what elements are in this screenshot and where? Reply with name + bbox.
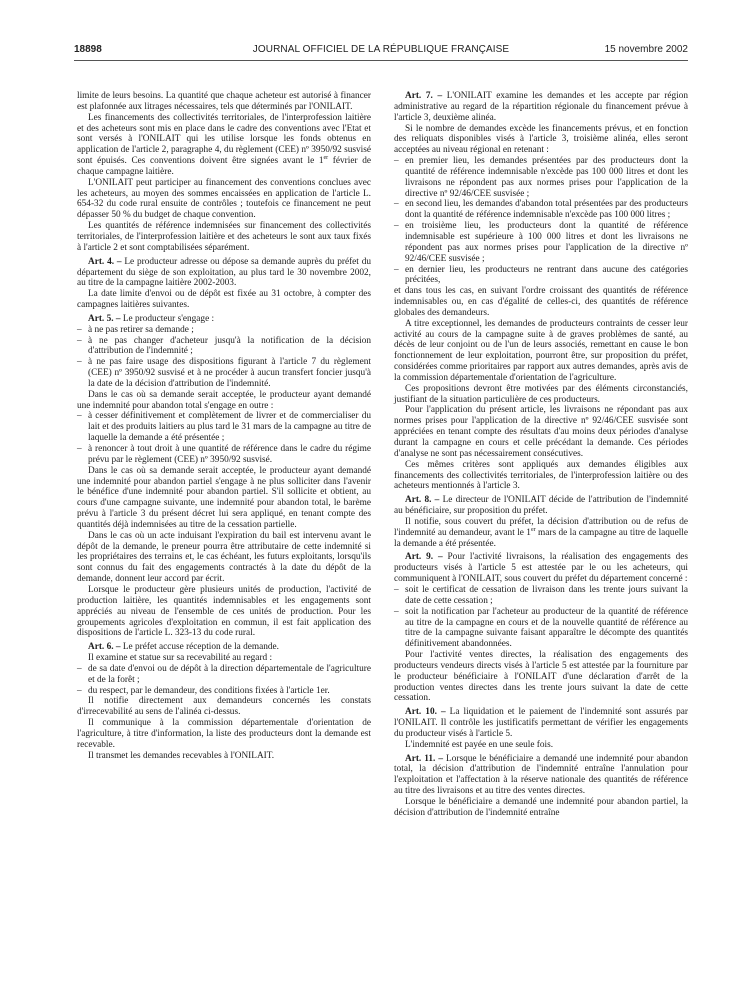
list-item: – à ne pas faire usage des dispositions figurant à l'article 7 du règlement (CEE) nº 3950/92 susvisé et à ne procéder à aucun transfert foncier jusqu'à la date de la décision d'attribution de l'indemnité. [77, 357, 371, 390]
paragraph: Pour l'activité ventes directes, la réalisation des engagements des producteurs vendeurs directs visés à l'article 5 est attestée par la fourniture par le producteur bénéficiaire à l'ONILAIT d'une déclaration d'arrêt de la production ventes directes dans les trente jours suivant la date de cette cessation. [394, 650, 688, 704]
dash-list [77, 325, 371, 390]
paragraph: Dans le cas où un acte induisant l'expiration du bail est intervenu avant le dépôt de la demande, le preneur pourra être attributaire de cette indemnité si les propriétaires des terrains et, le cas échéant, les futurs exploitants, lorsqu'ils sont connus du fait des engagements contractés à la date du dépôt de la demande, donnent leur accord par écrit. [77, 530, 371, 585]
dash-list [394, 585, 688, 650]
list-item: – à cesser définitivement et complètement de livrer et de commercialiser du lait et des produits laitiers au plus tard le 31 mars de la campagne au titre de laquelle la demande a été présentée ; [77, 411, 371, 444]
paragraph: Il notifie directement aux demandeurs concernés les constats d'irrecevabilité au sens de l'alinéa ci-dessus. [77, 696, 371, 718]
paragraph: et dans tous les cas, en suivant l'ordre croissant des quantités de référence indemnisables ou, en cas d'égalité de celles-ci, des quantités de référence globales des demandeurs. [394, 286, 688, 318]
page-header [74, 44, 688, 58]
article-label: Art. 5. – [88, 313, 121, 324]
article-11: Art. 11. – Lorsque le bénéficiaire a demandé une indemnité pour abandon total, la décision d'attribution de l'indemnité entraîne l'annulation pour l'exploitation et l'affectation à la réserve nationale des quantités de référence au titre des livraisons et au titre des ventes directes. [394, 753, 688, 797]
dash-list [77, 411, 371, 465]
paragraph: Lorsque le bénéficiaire a demandé une indemnité pour abandon partiel, la décision d'attribution de l'indemnité entraîne [394, 797, 688, 818]
article-label: Art. 11. – [405, 753, 444, 764]
article-7: Art. 7. – L'ONILAIT examine les demandes et les accepte par région administrative au regard de la répartition régionale du financement prévue à l'article 3, deuxième alinéa. [394, 91, 689, 123]
paragraph: A titre exceptionnel, les demandes de producteurs contraints de cesser leur activité au cours de la campagne suite à de graves problèmes de santé, au décès de leur conjoint ou de l'un de leurs associés, remettant en cause le bon fonctionnement de leur exploitation, pourront être, sur proposition du préfet, considérées comme prioritaires par rapport aux autres demandes, après avis de la commission départementale d'orientation de l'agriculture. [394, 318, 688, 383]
list-item: – à ne pas retirer sa demande ; [77, 325, 371, 336]
list-item: – de sa date d'envoi ou de dépôt à la direction départementale de l'agriculture et de la forêt ; [77, 664, 371, 686]
article-8: Art. 8. – Le directeur de l'ONILAIT décide de l'attribution de l'indemnité au bénéficiaire, sur proposition du préfet. [394, 495, 688, 517]
paragraph: La date limite d'envoi ou de dépôt est fixée au 31 octobre, à compter des campagnes laitières suivantes. [77, 289, 371, 311]
article-6: Art. 6. – Le préfet accuse réception de la demande. [88, 642, 280, 653]
list-item: – en troisième lieu, les producteurs dont la quantité de référence indemnisable est supérieure à 100 000 litres et dont les livraisons ne répondent pas aux normes prises pour l'application de la directive nº 92/46/CEE susvisée ; [394, 221, 688, 264]
list-item: – en second lieu, les demandes d'abandon total présentées par des producteurs dont la quantité de référence indemnisable n'excède pas 100 000 litres ; [394, 199, 688, 221]
list-item: – à ne pas changer d'acheteur jusqu'à la notification de la décision d'attribution de l'indemnité ; [77, 336, 371, 358]
paragraph: Lorsque le producteur gère plusieurs unités de production, l'activité de production laitière, les quantités indemnisables et les engagements sont appréciés au niveau de l'ensemble de ces unités de production. Pour les groupements agricoles d'exploitation en commun, il est fait application des dispositions de l'article L. 323-13 du code rural. [77, 584, 371, 639]
list-item: – en premier lieu, les demandes présentées par des producteurs dont la quantité de référence indemnisable n'excède pas 100 000 litres et dont les livraisons ne répondent pas aux normes prises pour l'application de la directive nº 92/46/CEE susvisée ; [394, 156, 688, 199]
paragraph: Dans le cas où sa demande serait acceptée, le producteur ayant demandé une indemnité pour abandon partiel s'engage à ne plus solliciter dans l'avenir le bénéfice d'une indemnité pour abandon partiel. S'il sollicite et obtient, au cours d'une campagne suivante, une indemnité pour abandon total, le barème prévu à l'article 3 du présent décret lui sera appliqué, en tenant compte des quantités déjà indemnisées au titre de la cessation partielle. [77, 465, 371, 530]
paragraph: Pour l'application du présent article, les livraisons ne répondant pas aux normes prises pour l'application de la directive nº 92/46/CEE susvisée sont appréciées en tenant compte des résultats d'au moins deux périodes d'analyse durant la campagne en cours et celle précédant la demande. Ces périodes d'analyse ne sont pas nécessairement consécutives. [394, 405, 688, 459]
dash-list [394, 156, 688, 286]
article-label: Art. 10. – [405, 707, 446, 718]
list-item: – en dernier lieu, les producteurs ne rentrant dans aucune des catégories précitées, [394, 265, 688, 287]
paragraph: Il notifie, sous couvert du préfet, la décision d'attribution ou de refus de l'indemnité au demandeur, avant le 1er mars de la campagne au titre de laquelle la demande a été présentée. [394, 516, 688, 549]
list-item: – du respect, par le demandeur, des conditions fixées à l'article 1er. [77, 686, 371, 697]
paragraph: Si le nombre de demandes excède les financements prévus, et en fonction des reliquats disponibles visés à l'article 3, troisième alinéa, elles seront acceptées au niveau régional en retenant : [394, 123, 688, 156]
article-4: Art. 4. – Le producteur adresse ou dépose sa demande auprès du préfet du département du siège de son exploitation, au plus tard le 30 novembre 2002, au titre de la campagne laitière 2002-2003. [77, 256, 372, 289]
page-number: 18898 [74, 44, 102, 55]
paragraph: Les financements des collectivités territoriales, de l'interprofession laitière et des acheteurs sont mis en place dans le cadre des conventions avec l'Etat et sont versés à l'ONILAIT qui les utilise lorsque les fonds obtenus en application de l'article 2, paragraphe 4, du règlement (CEE) nº 3950/92 susvisé sont épuisés. Ces conventions doivent être signées avant le 1er février de chaque campagne laitière. [77, 112, 371, 177]
paragraph: Dans le cas où sa demande serait acceptée, le producteur ayant demandé une indemnité pour abandon total s'engage en outre : [77, 389, 371, 411]
article-label: Art. 7. – [405, 91, 443, 101]
article-label: Art. 6. – [88, 642, 121, 653]
paragraph: limite de leurs besoins. La quantité que chaque acheteur est autorisé à financer est plafonnée aux litrages nécessaires, tels que déterminés par l'ONILAIT. [77, 91, 371, 112]
left-column [77, 91, 371, 761]
article-5: Art. 5. – Le producteur s'engage : [88, 313, 215, 324]
article-10: Art. 10. – La liquidation et le paiement de l'indemnité sont assurés par l'ONILAIT. Il contrôle les justificatifs permettant de vérifier les engagements du producteur visés à l'article 5. [394, 707, 688, 739]
paragraph: L'indemnité est payée en une seule fois. [405, 739, 554, 750]
publication-date: 15 novembre 2002 [604, 44, 688, 55]
paragraph: Les quantités de référence indemnisées sur financement des collectivités territoriales, de l'interprofession laitière et des acheteurs le sont aux taux fixés à l'article 2 et sont comptabilisées séparément. [77, 221, 371, 253]
article-label: Art. 9. – [405, 552, 443, 563]
paragraph: Ces propositions devront être motivées par des éléments circonstanciés, justifiant de la situation particulière de ces producteurs. [394, 383, 688, 405]
journal-title: JOURNAL OFFICIEL DE LA RÉPUBLIQUE FRANÇAISE [252, 44, 510, 55]
dash-list [77, 664, 371, 697]
paragraph: Ces mêmes critères sont appliqués aux demandes éligibles aux financements des collectivités territoriales, de l'interprofession laitière ou des acheteurs mentionnés à l'article 3. [394, 459, 688, 492]
article-label: Art. 8. – [405, 495, 440, 506]
article-9: Art. 9. – Pour l'activité livraisons, la réalisation des engagements des producteurs visés à l'article 5 est attestée par le ou les acheteurs, qui communiquent à l'ONILAIT, sous couvert du préfet du département concerné : [394, 552, 688, 585]
paragraph: Il transmet les demandes recevables à l'ONILAIT. [88, 750, 275, 761]
article-label: Art. 4. – [88, 256, 122, 267]
list-item: – à renoncer à tout droit à une quantité de référence dans le cadre du régime prévu par le règlement (CEE) nº 3950/92 susvisé. [77, 444, 371, 466]
right-column [394, 91, 688, 819]
list-item: – soit le certificat de cessation de livraison dans les trente jours suivant la date de cette cessation ; [394, 585, 688, 607]
paragraph: Il communique à la commission départementale d'orientation de l'agriculture, à titre d'information, la liste des producteurs dont la demande est recevable. [77, 718, 371, 750]
header-rule [74, 60, 688, 61]
list-item: – soit la notification par l'acheteur au producteur de la quantité de référence au titre de la campagne en cours et de la nouvelle quantité de référence au titre de la campagne suivante faisant apparaître le décompte des quantités définitivement abandonnées. [394, 607, 688, 650]
paragraph: L'ONILAIT peut participer au financement des conventions conclues avec les acheteurs, au moyen des sommes encaissées en application de l'article L. 654-32 du code rural ensuite de contrôles ; toutefois ce financement ne peut dépasser 50 % du budget de chaque convention. [77, 177, 371, 221]
paragraph: Il examine et statue sur sa recevabilité au regard : [88, 653, 273, 664]
